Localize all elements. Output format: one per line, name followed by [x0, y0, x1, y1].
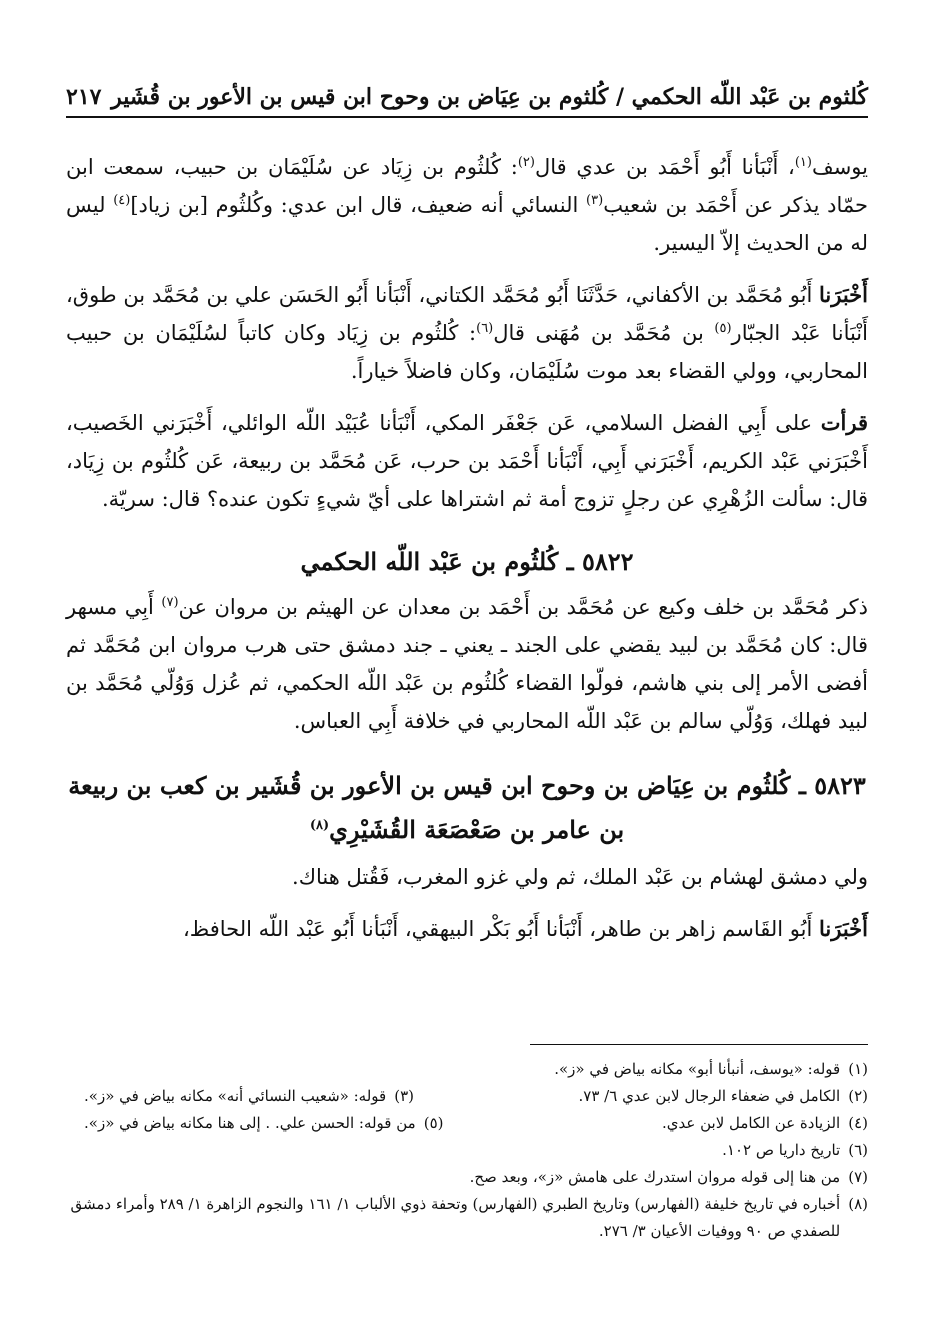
footnote-row	[66, 1110, 868, 1137]
footnote-8	[66, 1191, 868, 1245]
footnote-text: الكامل في ضعفاء الرجال لابن عدي ٦/ ٧٣.	[578, 1087, 841, 1105]
footnote-number: (٣)	[394, 1087, 414, 1105]
entry-heading-line	[66, 808, 868, 852]
entry-heading-5822: ٥٨٢٢ ـ كُلثُوم بن عَبْد اللّه الحكمي	[300, 547, 634, 576]
footnote-ref: (٣)	[586, 193, 604, 208]
text-segment: : كُلثُوم بن زِيَاد عن سُلَيْمَان بن حبيب، سمعت ابن حمّاد يذكر عن أَحْمَد بن شعيب	[66, 155, 868, 217]
footnote-6	[722, 1137, 868, 1164]
entry-5822-text	[66, 588, 868, 740]
paragraph-lead-word: قرأت	[820, 410, 868, 435]
text-segment: ليس له من الحديث إلاّ اليسير.	[66, 193, 868, 255]
footnote-ref: (١)	[794, 155, 812, 170]
page-header	[66, 72, 868, 118]
paragraph-lead-word: أَخْبَرَنا	[819, 282, 868, 307]
footnote-row	[66, 1164, 868, 1191]
text-segment: يوسف	[811, 155, 868, 179]
footnote-ref: (٥)	[714, 321, 732, 336]
text-segment: على أَبِي الفضل السلامي، عَن جَعْفَر المكي، أَنْبَأنا عُبَيْد اللّه الوائلي، أَخْبَرَني الخَصيب، أَخْبَرَني عَبْد الكريم، أَخْبَرَني أَبِي، أَنْبَأنا أَحْمَد بن حرب، عَن مُحَمَّد بن ربيعة، عَن كُلثُوم بن زِيَاد، قال: سألت الزُهْرِي عن رجلٍ تزوج أمة ثم اشتراها على أيّ شيءٍ تكون عنده؟ قال: سريّة.	[66, 411, 868, 511]
main-text	[66, 148, 868, 962]
footnote-number: (١)	[848, 1060, 868, 1078]
footnote-text: أخباره في تاريخ خليفة (الفهارس) وتاريخ الطبري (الفهارس) وتحفة ذوي الألباب ١/ ١٦١ والنجوم الزاهرة ١/ ٢٨٩ وأمراء دمشق للصفدي ص ٩٠ ووفيات الأعيان ٣/ ٢٧٦.	[70, 1195, 841, 1240]
footnote-text: من هنا إلى قوله مروان استدرك على هامش «ز»، وبعد صح.	[469, 1168, 841, 1186]
footnote-5	[84, 1110, 443, 1137]
footnote-row	[66, 1191, 868, 1245]
footnote-number: (٨)	[848, 1195, 868, 1213]
text-segment: ذكر مُحَمَّد بن خلف وكيع عن مُحَمَّد بن أَحْمَد بن معدان عن الهيثم بن مروان عن	[178, 595, 868, 619]
entry-heading-text: بن عامر بن صَعْصَعَة القُشَيْرِي	[329, 815, 625, 844]
footnote-ref: (٧)	[161, 595, 179, 610]
footnote-1	[554, 1056, 868, 1083]
text-segment: أَبِي مسهر قال: كان مُحَمَّد بن لبيد يقضي على الجند ـ يعني ـ جند دمشق حتى هرب مروان ابن مُحَمَّد ثم أفضى الأمر إلى بني هاشم، فولّوا القضاء كُلثُوم بن عَبْد اللّه الحكمي، ثم عُزل وَوُلّي مُحَمَّد بن لبيد فهلك، وَوُلّي سالم بن عَبْد اللّه المحاربي في خلافة أَبِي العباس.	[66, 595, 868, 733]
entry-heading-line: ٥٨٢٣ ـ كُلثُوم بن عِيَاض بن وحوح ابن قيس بن الأعور بن قُشَير بن كعب بن ربيعة	[68, 771, 866, 800]
entry-heading-5823	[66, 764, 868, 852]
text-segment: : كُلثُوم بن زِيَاد وكان كاتباً لسُلَيْمَان بن حبيب المحاربي، وولي القضاء بعد موت سُلَيْمَان، وكان فاضلاً خياراً.	[66, 321, 868, 383]
footnote-text: تاريخ داريا ص ١٠٢.	[722, 1141, 841, 1159]
text-segment: النسائي أنه ضعيف، قال ابن عدي: وكُلثُوم [بن زياد]	[130, 193, 587, 217]
footnotes	[66, 1056, 868, 1245]
footnote-ref: (٤)	[113, 193, 131, 208]
footnote-7	[470, 1164, 868, 1191]
text-segment: ولي دمشق لهشام بن عَبْد الملك، ثم ولي غزو المغرب، فَقُتل هناك.	[292, 865, 868, 889]
footnote-ref: (٨)	[309, 818, 330, 833]
footnote-row	[66, 1056, 868, 1083]
paragraph-3	[66, 404, 868, 518]
text-segment: أَبُو القَاسم زاهر بن طاهر، أَنْبَأنا أَبُو بَكْر البيهقي، أَنْبَأنا أَبُو عَبْد اللّه الحافظ،	[183, 917, 820, 941]
footnote-row	[66, 1083, 868, 1110]
footnote-row	[66, 1137, 868, 1164]
text-segment: أَبُو مُحَمَّد بن الأكفاني، حَدَّثَنَا أَبُو مُحَمَّد الكتاني، أَنْبَأنا أَبُو الحَسَن علي بن مُحَمَّد بن طوق، أَنْبَأنا عَبْد الجبّار	[66, 283, 868, 345]
text-segment: بن مُحَمَّد بن مُهَنى قال	[493, 321, 715, 345]
footnote-number: (٥)	[423, 1114, 444, 1132]
footnote-text: من قوله: الحسن علي. . إلى هنا مكانه بياض في «ز».	[84, 1114, 416, 1132]
footnote-number: (٢)	[848, 1087, 868, 1105]
footnote-text: الزيادة عن الكامل لابن عدي.	[662, 1114, 841, 1132]
running-title: كُلثوم بن عَبْد اللّه الحكمي / كُلثوم بن عِيَاض بن وحوح ابن قيس بن الأعور بن قُشَير	[111, 84, 868, 110]
footnote-2	[579, 1083, 869, 1110]
footnote-3	[84, 1083, 414, 1110]
footnote-ref: (٦)	[476, 321, 494, 336]
footnote-ref: (٢)	[517, 155, 535, 170]
paragraph-2	[66, 276, 868, 390]
page-number: ٢١٧	[66, 84, 102, 110]
paragraph-lead-word: أَخْبَرَنا	[819, 916, 868, 941]
entry-5823-text-1	[66, 858, 868, 896]
footnote-separator	[530, 1044, 868, 1045]
entry-5823-text-2	[66, 910, 868, 948]
footnote-text: قوله: «شعيب النسائي أنه» مكانه بياض في «ز».	[84, 1087, 387, 1105]
paragraph-1	[66, 148, 868, 262]
footnote-4	[662, 1110, 868, 1137]
footnote-number: (٦)	[848, 1141, 868, 1159]
footnote-text: قوله: «يوسف، أنبأنا أبو» مكانه بياض في «ز».	[554, 1060, 841, 1078]
text-segment: ، أَنْبَأنا أَبُو أَحْمَد بن عدي قال	[534, 155, 795, 179]
footnote-number: (٤)	[848, 1114, 868, 1132]
footnote-number: (٧)	[848, 1168, 868, 1186]
